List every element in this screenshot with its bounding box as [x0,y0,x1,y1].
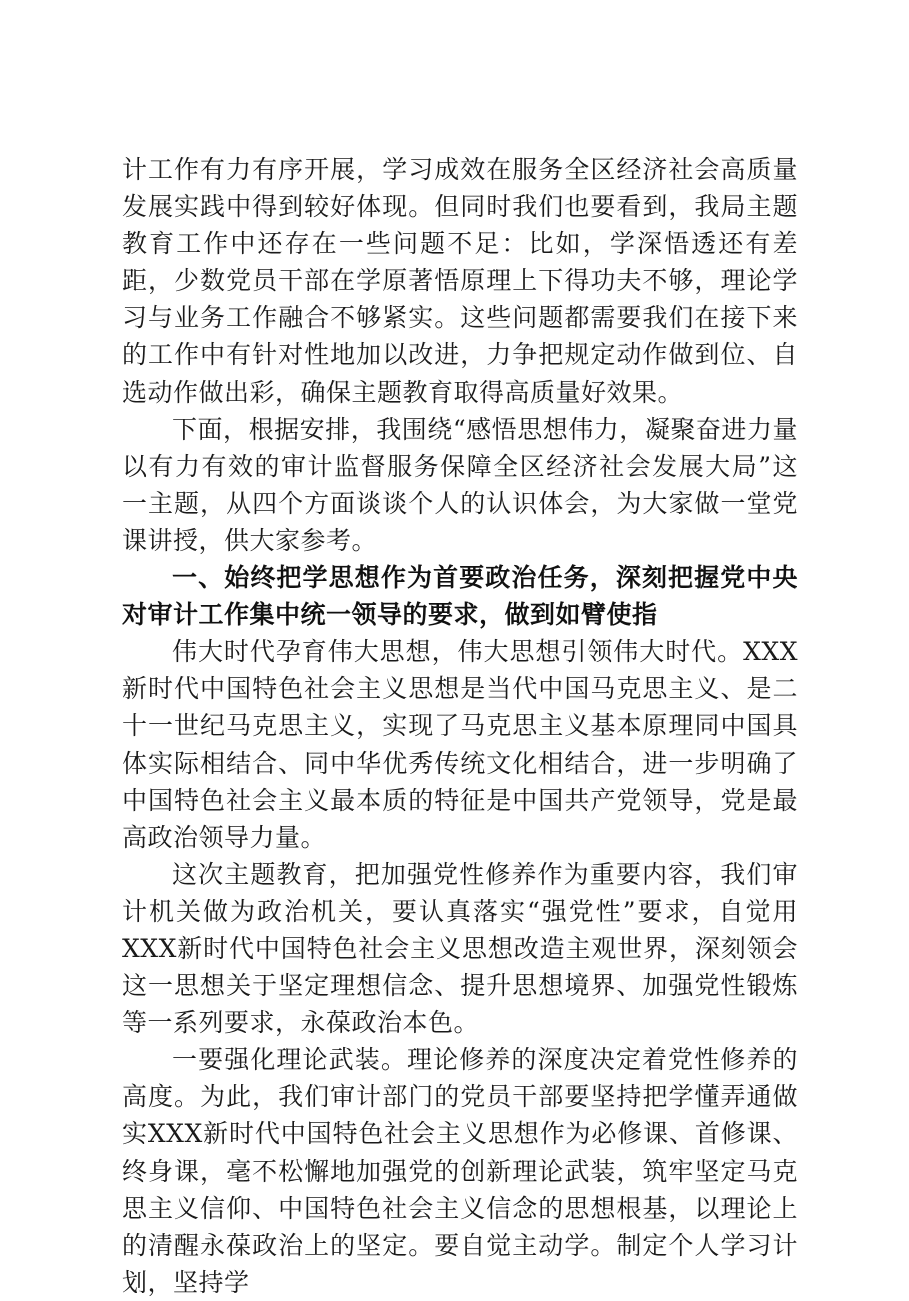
paragraph-continuation: 计工作有力有序开展，学习成效在服务全区经济社会高质量发展实践中得到较好体现。但同时我们也要看到，我局主题教育工作中还存在一些问题不足：比如，学深悟透还有差距，少数党员干部在学原著悟原理上下得功夫不够，理论学习与业务工作融合不够紧实。这些问题都需要我们在接下来的工作中有针对性地加以改进，力争把规定动作做到位、自选动作做出彩，确保主题教育取得高质量好效果。 [122,155,798,407]
document-body [122,151,798,1301]
paragraph-theme-education: 这次主题教育，把加强党性修养作为重要内容，我们审计机关做为政治机关，要认真落实“强党性”要求，自觉用XXX新时代中国特色社会主义思想改造主观世界，深刻领会这一思想关于坚定理想信念、提升思想境界、加强党性锻炼等一系列要求，永葆政治本色。 [122,859,798,1038]
paragraph-intro-arrangement: 下面，根据安排，我围绕“感悟思想伟力，凝聚奋进力量以有力有效的审计监督服务保障全区经济社会发展大局”这一主题，从四个方面谈谈个人的认识体会，为大家做一堂党课讲授，供大家参考。 [122,414,798,555]
section-heading-1: 一、始终把学思想作为首要政治任务，深刻把握党中央对审计工作集中统一领导的要求，做到如臂使指 [122,563,798,630]
paragraph-great-era: 伟大时代孕育伟大思想，伟大思想引领伟大时代。XXX新时代中国特色社会主义思想是当代中国马克思主义、是二十一世纪马克思主义，实现了马克思主义基本原理同中国具体实际相结合、同中华优秀传统文化相结合，进一步明确了中国特色社会主义最本质的特征是中国共产党领导，党是最高政治领导力量。 [122,637,798,852]
paragraph-theory-armament: 一要强化理论武装。理论修养的深度决定着党性修养的高度。为此，我们审计部门的党员干部要坚持把学懂弄通做实XXX新时代中国特色社会主义思想作为必修课、首修课、终身课，毫不松懈地加强党的创新理论武装，筑牢坚定马克思主义信仰、中国特色社会主义信念的思想根基，以理论上的清醒永葆政治上的坚定。要自觉主动学。制定个人学习计划，坚持学 [122,1045,798,1297]
